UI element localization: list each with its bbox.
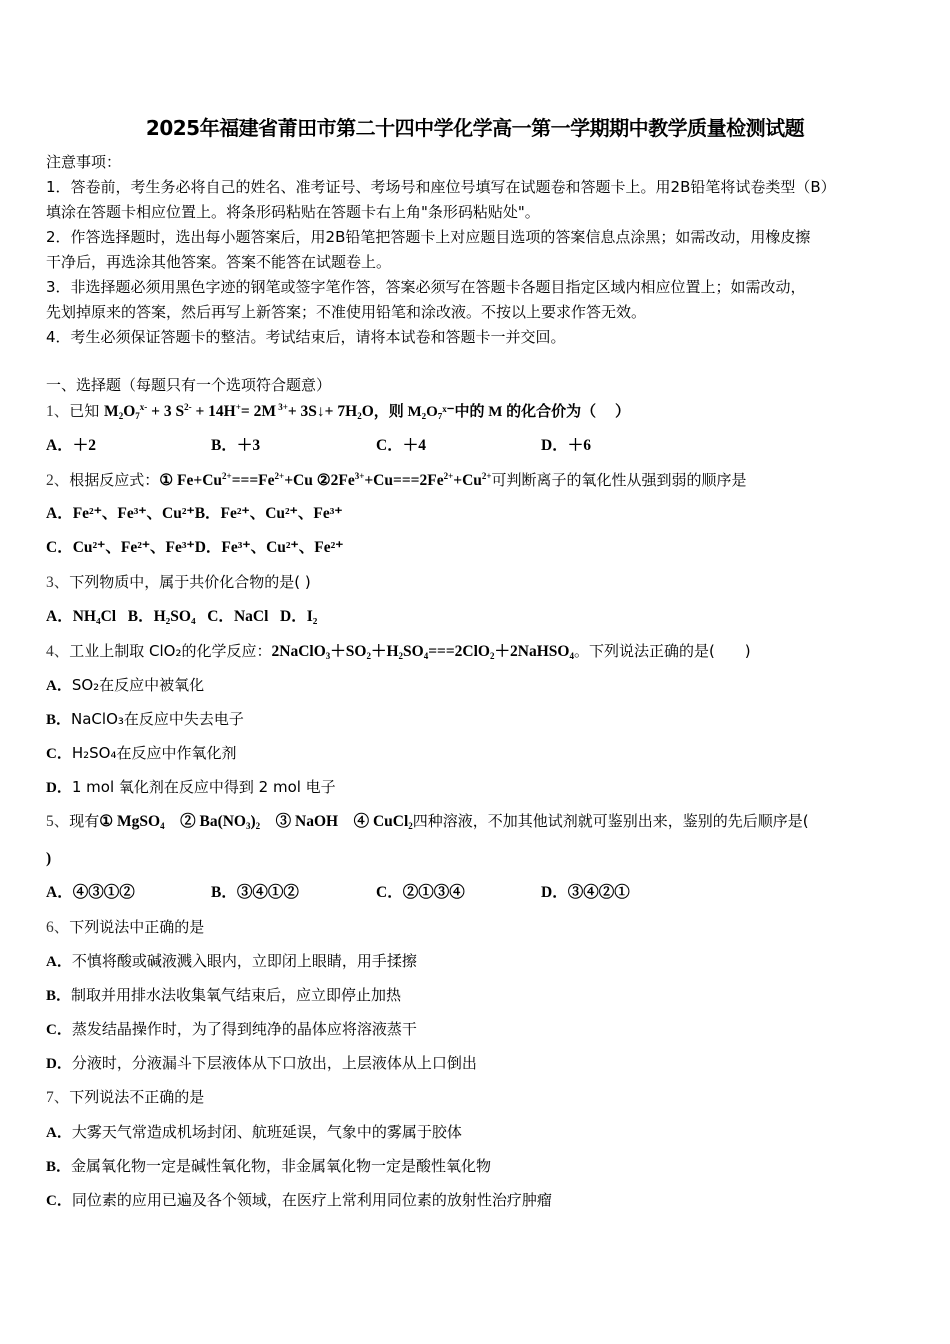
note-line: 填涂在答题卡相应位置上。将条形码粘贴在答题卡右上角"条形码粘贴处"。	[46, 203, 540, 221]
question-5-stem-cont: )	[46, 850, 52, 867]
option-a[interactable]: A．④③①②	[46, 884, 135, 901]
note-line: 4．考生必须保证答题卡的整洁。考试结束后，请将本试卷和答题卡一并交回。	[46, 328, 566, 346]
option-c[interactable]: C．蒸发结晶操作时，为了得到纯净的晶体应将溶液蒸干	[46, 1020, 417, 1038]
question-2-options-ab	[46, 504, 906, 524]
option-c[interactable]: C．Cu²⁺、Fe²⁺、Fe³⁺	[46, 539, 195, 556]
equation: $M_2O_7^{x-} + 3$ $S^{2-} + 14H^+= 2M$ $^{3+}$+ 3S↓+ $7H_2O$	[104, 402, 374, 421]
equation: ① $Fe+Cu^{2+}===Fe^{2+}+Cu$ $②2Fe^{3+}+Cu===2Fe^{2+}+Cu^{2+}$	[159, 471, 492, 489]
option-a[interactable]: A．大雾天气常造成机场封闭、航班延误，气象中的雾属于胶体	[46, 1123, 462, 1141]
notes-section	[46, 150, 906, 350]
option-b[interactable]: B．③④①②	[211, 884, 299, 901]
question-7-stem: 7、下列说法不正确的是	[46, 1088, 205, 1106]
option-a[interactable]: A．Fe²⁺、Fe³⁺、Cu²⁺	[46, 505, 195, 522]
option-b[interactable]: B．Fe²⁺、Cu²⁺、Fe³⁺	[194, 505, 343, 522]
question-3-stem: 3、下列物质中，属于共价化合物的是( )	[46, 573, 311, 591]
question-1-stem: 1、已知 $M_2O_7^{x-} + 3$ $S^{2-} + 14H^+= 2M$ $^{3+}$+ 3S↓+ $7H_2O$，则 M₂O₇ˣ⁻中的 M 的化合价为（ ）	[46, 402, 630, 421]
option-d[interactable]: D．＋6	[541, 437, 591, 454]
page-title: 2025年福建省莆田市第二十四中学化学高一第一学期期中教学质量检测试题	[145, 116, 805, 140]
section-title: 一、选择题（每题只有一个选项符合题意）	[46, 376, 332, 394]
question-5-stem: 5、现有① MgSO$_4$ ② $Ba(NO_3)_2$ ③ NaOH ④ CuCl$_2$四种溶液，不加其他试剂就可鉴别出来，鉴别的先后顺序是(	[46, 812, 809, 831]
question-5-options	[46, 883, 906, 903]
option-c[interactable]: C．②①③④	[376, 884, 465, 901]
option-d[interactable]: D．Fe³⁺、Cu²⁺、Fe²⁺	[194, 539, 344, 556]
note-line: 干净后，再选涂其他答案。答案不能答在试题卷上。	[46, 253, 392, 271]
note-line: 3．非选择题必须用黑色字迹的钢笔或签字笔作答，答案必须写在答题卡各题目指定区域内相应位置上；如需改动，	[46, 278, 806, 296]
question-6-stem: 6、下列说法中正确的是	[46, 918, 205, 936]
option-d[interactable]: D．I₂	[280, 608, 318, 625]
option-d[interactable]: D．分液时，分液漏斗下层液体从下口放出，上层液体从上口倒出	[46, 1054, 477, 1072]
option-a[interactable]: A．SO₂在反应中被氧化	[46, 676, 205, 694]
option-a[interactable]: A．不慎将酸或碱液溅入眼内，立即闭上眼睛，用手揉擦	[46, 952, 417, 970]
note-line: 2．作答选择题时，选出每小题答案后，用2B铅笔把答题卡上对应题目选项的答案信息点涂黑；如需改动，用橡皮擦	[46, 228, 811, 246]
option-b[interactable]: B．H₂SO₄	[127, 608, 196, 625]
note-line: 1．答卷前，考生务必将自己的姓名、准考证号、考场号和座位号填写在试题卷和答题卡上。用2B铅笔将试卷类型（B）	[46, 178, 836, 196]
option-c[interactable]: C．同位素的应用已遍及各个领域，在医疗上常利用同位素的放射性治疗肿瘤	[46, 1191, 552, 1209]
option-b[interactable]: B．金属氧化物一定是碱性氧化物，非金属氧化物一定是酸性氧化物	[46, 1157, 492, 1175]
question-1-options	[46, 436, 906, 456]
question-3-options	[46, 607, 906, 627]
option-a[interactable]: A．＋2	[46, 437, 96, 454]
equation: $2NaClO_3+SO_2+H_2SO_4===2ClO_2+2NaHSO_4$	[271, 643, 574, 661]
option-b[interactable]: B．＋3	[211, 437, 261, 454]
option-d[interactable]: D．③④②①	[541, 884, 630, 901]
option-b[interactable]: B．制取并用排水法收集氧气结束后，应立即停止加热	[46, 986, 402, 1004]
option-c[interactable]: C．＋4	[376, 437, 426, 454]
note-line: 先划掉原来的答案，然后再写上新答案；不准使用铅笔和涂改液。不按以上要求作答无效。	[46, 303, 647, 321]
option-d[interactable]: D．1 mol 氧化剂在反应中得到 2 mol 电子	[46, 778, 336, 796]
reagent-list: ① MgSO$_4$ ② $Ba(NO_3)_2$ ③ NaOH ④ CuCl$_2$	[99, 813, 413, 831]
option-c[interactable]: C．H₂SO₄在反应中作氧化剂	[46, 744, 237, 762]
question-4-stem: 4、工业上制取 ClO₂的化学反应：$2NaClO_3+SO_2+H_2SO_4===2ClO_2+2NaHSO_4$。下列说法正确的是( )	[46, 642, 751, 661]
question-2-stem: 2、根据反应式：① $Fe+Cu^{2+}===Fe^{2+}+Cu$ $②2Fe^{3+}+Cu===2Fe^{2+}+Cu^{2+}$可判断离子的氧化性从强到弱的顺序是	[46, 471, 747, 489]
notes-header: 注意事项：	[46, 153, 122, 171]
option-b[interactable]: B．NaClO₃在反应中失去电子	[46, 710, 244, 728]
option-a[interactable]: A．NH₄Cl	[46, 608, 117, 625]
option-c[interactable]: C．NaCl	[207, 608, 269, 625]
question-2-options-cd	[46, 538, 906, 558]
